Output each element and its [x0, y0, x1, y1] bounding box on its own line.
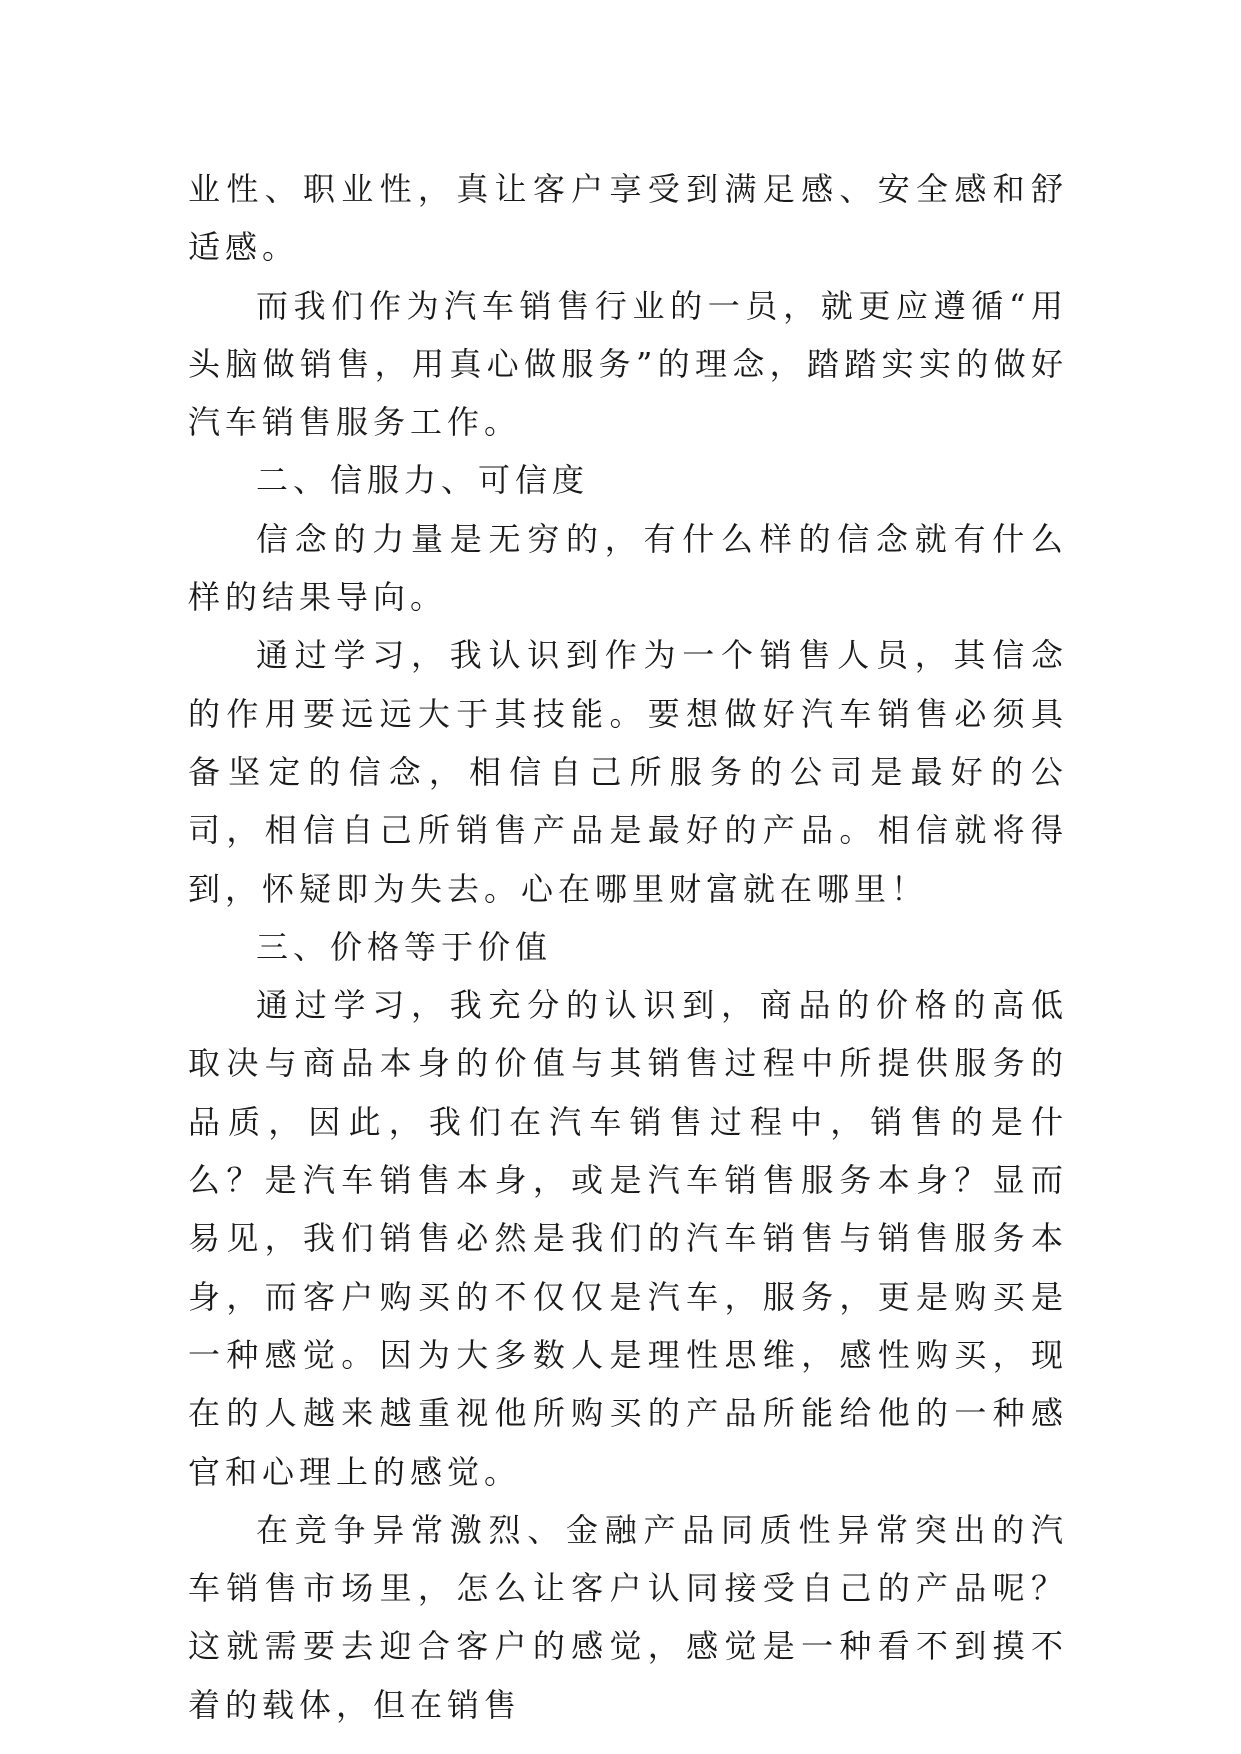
section-heading: 二、信服力、可信度 — [256, 461, 590, 500]
paragraph: 业性、职业性，真让客户享受到满足感、安全感和舒适感。 — [188, 170, 1068, 267]
paragraph: 通过学习，我充分的认识到，商品的价格的高低取决与商品本身的价值与其销售过程中所提供服务的品质，因此，我们在汽车销售过程中，销售的是什么？是汽车销售本身，或是汽车销售服务本身？显而易见，我们销售必然是我们的汽车销售与销售服务本身，而客户购买的不仅仅是汽车，服务，更是购买是一种感觉。因为大多数人是理性思维，感性购买，现在的人越来越重视他所购买的产品所能给他的一种感官和心理上的感觉。 — [188, 986, 1068, 1491]
section-heading: 三、价格等于价值 — [256, 927, 553, 966]
paragraph: 通过学习，我认识到作为一个销售人员，其信念的作用要远远大于其技能。要想做好汽车销售必须具备坚定的信念，相信自己所服务的公司是最好的公司，相信自己所销售产品是最好的产品。相信就将得到，怀疑即为失去。心在哪里财富就在哪里！ — [188, 636, 1068, 908]
paragraph: 在竞争异常激烈、金融产品同质性异常突出的汽车销售市场里，怎么让客户认同接受自己的产品呢？这就需要去迎合客户的感觉，感觉是一种看不到摸不着的载体，但在销售 — [188, 1510, 1068, 1724]
paragraph: 而我们作为汽车销售行业的一员，就更应遵循“用头脑做销售，用真心做服务”的理念，踏踏实实的做好汽车销售服务工作。 — [188, 286, 1068, 442]
document-body — [188, 160, 1068, 1734]
paragraph: 信念的力量是无穷的，有什么样的信念就有什么样的结果导向。 — [188, 519, 1068, 617]
